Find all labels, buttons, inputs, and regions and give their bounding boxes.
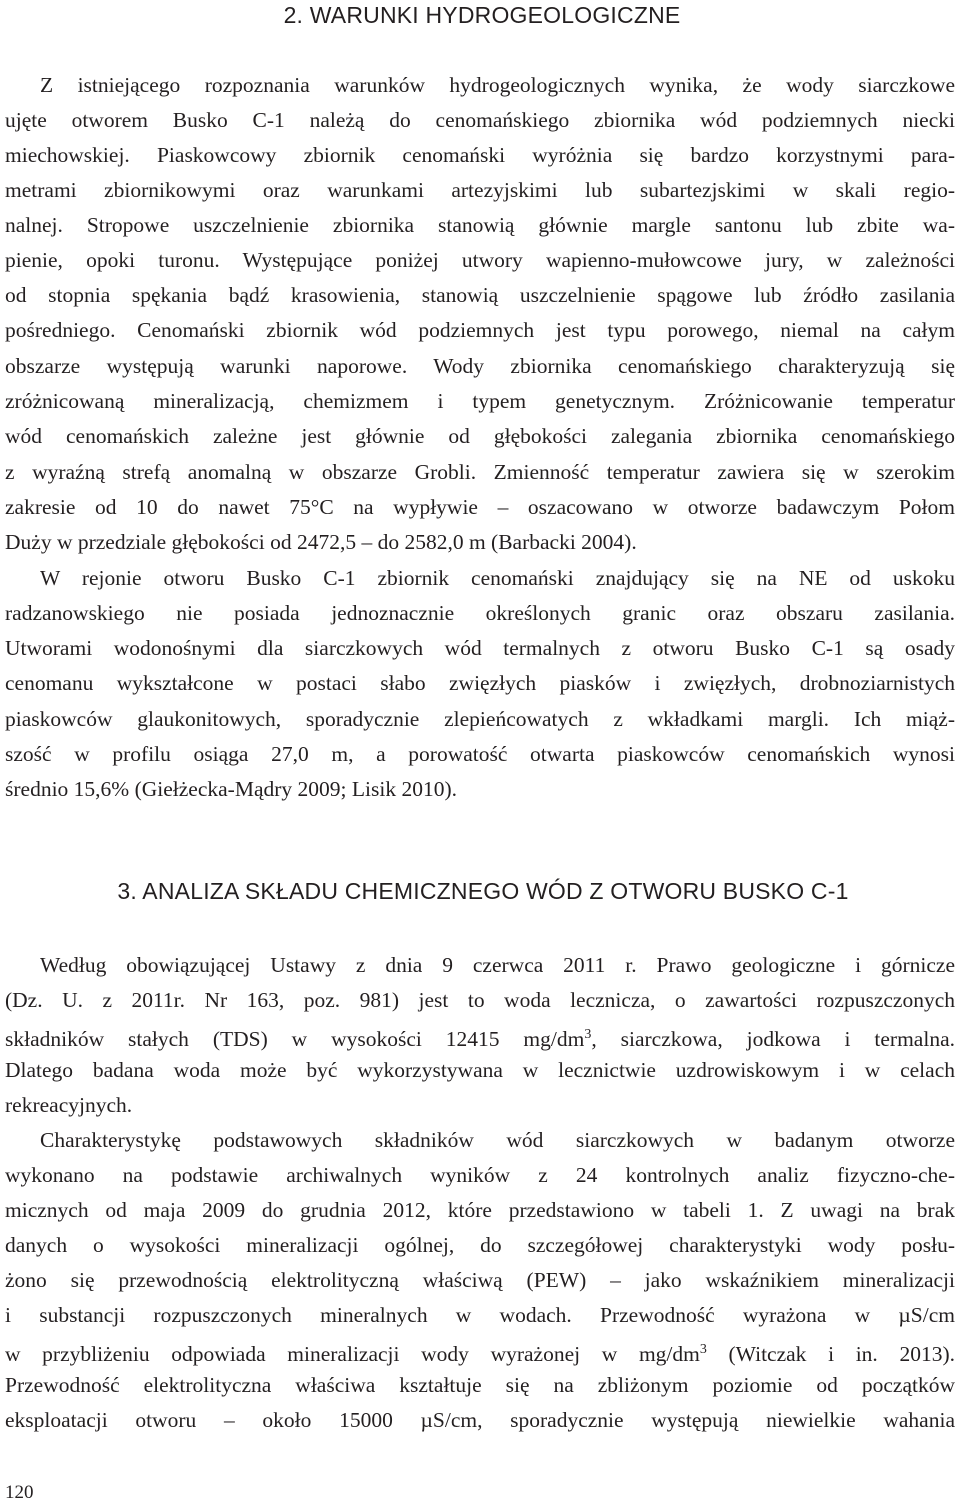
text-line: żono się przewodnością elektrolityczną właściwą (PEW) – jako wskaźnikiem mineralizacji bbox=[5, 1268, 955, 1292]
text-line: miechowskiej. Piaskowcowy zbiornik cenomański wyróżnia się bardzo korzystnymi para- bbox=[5, 143, 955, 167]
text-line: Według obowiązującej Ustawy z dnia 9 czerwca 2011 r. Prawo geologiczne i górnicze bbox=[40, 953, 955, 977]
text-line: micznych od maja 2009 do grudnia 2012, które przedstawiono w tabeli 1. Z uwagi na brak bbox=[5, 1198, 955, 1222]
text-line: rekreacyjnych. bbox=[5, 1093, 133, 1117]
text-line: składników stałych (TDS) w wysokości 12415 $mg/dm^3$, siarczkowa, jodkowa i termalna. bbox=[5, 1027, 955, 1052]
text-line: zakresie od 10 do nawet 75°C na wypływie – oszacowano w otworze badawczym Połom bbox=[5, 495, 955, 519]
page-number: 120 bbox=[5, 1482, 34, 1503]
text-line: danych o wysokości mineralizacji ogólnej, do szczegółowej charakterystyki wody posłu- bbox=[5, 1233, 955, 1257]
text-line: W rejonie otworu Busko C-1 zbiornik cenomański znajdujący się na NE od uskoku bbox=[40, 566, 955, 590]
text-line: Utworami wodonośnymi dla siarczkowych wód termalnych z otworu Busko C-1 są osady bbox=[5, 636, 955, 660]
text-line: piaskowców glaukonitowych, sporadycznie zlepieńcowatych z wkładkami margli. Ich miąż- bbox=[5, 707, 955, 731]
text-line: pośredniego. Cenomański zbiornik wód podziemnych jest typu porowego, niemal na całym bbox=[5, 318, 955, 342]
text-line: obszarze występują warunki naporowe. Wody zbiornika cenomańskiego charakteryzują się bbox=[5, 354, 955, 378]
text-line: Duży w przedziale głębokości od 2472,5 – do 2582,0 m (Barbacki 2004). bbox=[5, 530, 637, 554]
superscript: 3 bbox=[584, 1027, 592, 1042]
text-line: i substancji rozpuszczonych mineralnych w wodach. Przewodność wyrażona w µS/cm bbox=[5, 1303, 955, 1327]
text-line: radzanowskiego nie posiada jednoznacznie określonych granic oraz obszaru zasilania. bbox=[5, 601, 955, 625]
text-line: wód cenomańskich zależne jest głównie od głębokości zalegania zbiornika cenomańskiego bbox=[5, 424, 955, 448]
section-heading: 3. ANALIZA SKŁADU CHEMICZNEGO WÓD Z OTWORU BUSKO C-1 bbox=[117, 878, 849, 904]
text-line: Charakterystykę podstawowych składników wód siarczkowych w badanym otworze bbox=[40, 1128, 955, 1152]
text-line: nalnej. Stropowe uszczelnienie zbiornika stanowią głównie margle santonu lub zbite wa- bbox=[5, 213, 955, 237]
text-line: Dlatego badana woda może być wykorzystywana w lecznictwie uzdrowiskowym i w celach bbox=[5, 1058, 955, 1082]
text-line: (Dz. U. z 2011r. Nr 163, poz. 981) jest to woda lecznicza, o zawartości rozpuszczonych bbox=[5, 988, 955, 1012]
text-line: eksploatacji otworu – około 15000 µS/cm, sporadycznie występują niewielkie wahania bbox=[5, 1408, 955, 1432]
text-line: w przybliżeniu odpowiada mineralizacji wody wyrażonej w $mg/dm^3$ (Witczak i in. 2013). bbox=[5, 1342, 955, 1367]
text-line: ujęte otworem Busko C-1 należą do cenomańskiego zbiornika wód podziemnych niecki bbox=[5, 108, 955, 132]
text-line: szość w profilu osiąga 27,0 m, a porowatość otwarta piaskowców cenomańskich wynosi bbox=[5, 742, 955, 766]
text-line: pienie, opoki turonu. Występujące poniżej utwory wapienno-mułowcowe jury, w zależności bbox=[5, 248, 955, 272]
section-heading: 2. WARUNKI HYDROGEOLOGICZNE bbox=[283, 2, 681, 28]
text-line: zróżnicowaną mineralizacją, chemizmem i typem genetycznym. Zróżnicowanie temperatur bbox=[5, 389, 955, 413]
superscript: 3 bbox=[699, 1342, 707, 1357]
text-line: z wyraźną strefą anomalną w obszarze Grobli. Zmienność temperatur zawiera się w szerokim bbox=[5, 460, 955, 484]
text-line: wykonano na podstawie archiwalnych wyników z 24 kontrolnych analiz fizyczno-che- bbox=[5, 1163, 955, 1187]
text-line: Z istniejącego rozpoznania warunków hydrogeologicznych wynika, że wody siarczkowe bbox=[40, 73, 955, 97]
text-line: Przewodność elektrolityczna właściwa kształtuje się na zbliżonym poziomie od początków bbox=[5, 1373, 955, 1397]
text-line: metrami zbiornikowymi oraz warunkami artezyjskimi lub subartezjskimi w skali regio- bbox=[5, 178, 955, 202]
text-line: od stopnia spękania bądź krasowienia, stanowią uszczelnienie spągowe lub źródło zasilania bbox=[5, 283, 955, 307]
text-line: średnio 15,6% (Giełżecka-Mądry 2009; Lisik 2010). bbox=[5, 777, 457, 801]
text-line: cenomanu wykształcone w postaci słabo zwięzłych piasków i zwięzłych, drobnoziarnistych bbox=[5, 671, 955, 695]
